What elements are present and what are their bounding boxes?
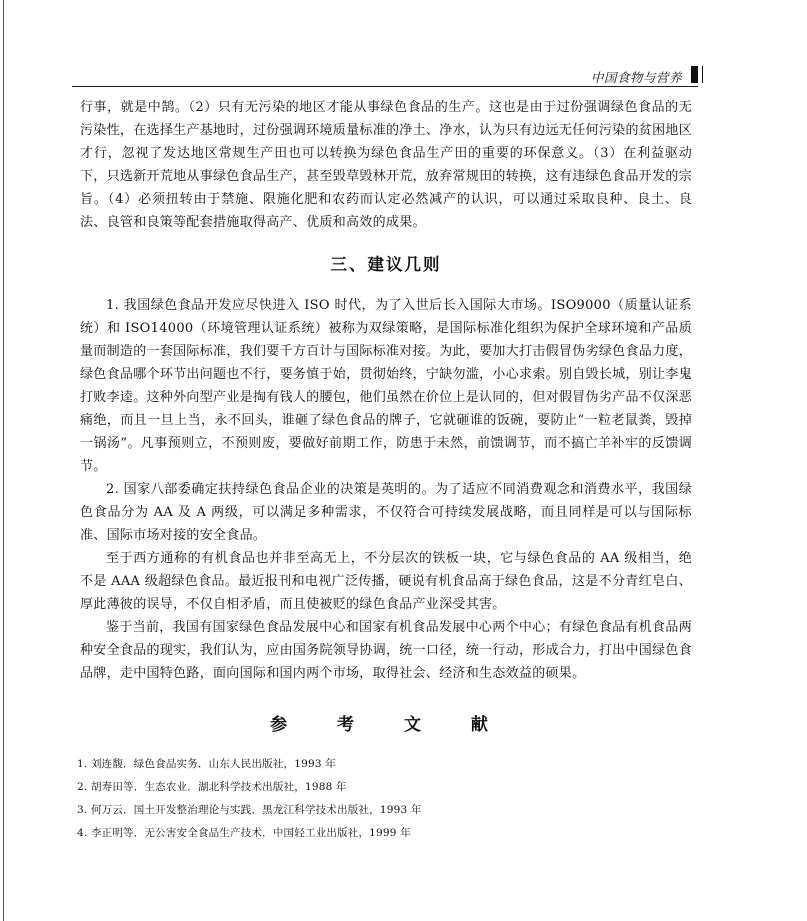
section-heading: 三、建议几则: [330, 255, 442, 274]
reference-item: 4. 李正明等．无公害安全食品生产技术．中国轻工业出版社，1999 年: [77, 827, 411, 839]
paragraph-continued: 行事，就是中鹄。（2）只有无污染的地区才能从事绿色食品的生产。这也是由于过份强调绿色食品的无污染性，在选择生产基地时，过份强调环境质量标准的净土、净水，认为只有边远无任何污染的贫困地区才行，忽视了发达地区常规生产田也可以转换为绿色食品生产田的重要的环保意义。（3）在利益驱动下，只选新开荒地从事绿色食品生产，甚至毁草毁林开荒，放弃常规田的转换，这有违绿色食品开发的宗旨。（4）必须扭转由于禁施、限施化肥和农药而认定必然减产的认识，可以通过采取良种、良土、良法、良管和良策等配套措施取得高产、优质和高效的成果。: [80, 100, 692, 230]
references-heading: 参 考 文 献: [270, 715, 502, 735]
paragraph: 鉴于当前，我国有国家绿色食品发展中心和国家有机食品发展中心两个中心；有绿色食品有机食品两种安全食品的现实，我们认为，应由国务院领导协调，统一口径，统一行动，形成合力，打出中国绿色食品牌，走中国特色路，面向国际和国内两个市场，取得社会、经济和生态效益的硕果。: [80, 620, 692, 681]
references-list: [77, 753, 692, 845]
reference-item: 3. 何万云．国土开发整治理论与实践．黑龙江科学技术出版社，1993 年: [77, 804, 422, 816]
header-bar-mark: [691, 66, 698, 83]
paragraph: 2. 国家八部委确定扶持绿色食品企业的决策是英明的。为了适应不同消费观念和消费水平，我国绿色食品分为 AA 及 A 两级，可以满足多种需求，不仅符合可持续发展战略，而且同样是可以与国际标准、国际市场对接的安全食品。: [80, 482, 692, 543]
journal-name: 中国食物与营养: [590, 70, 682, 85]
reference-item: 1. 刘连馥．绿色食品实务．山东人民出版社，1993 年: [77, 758, 337, 770]
running-header: [72, 66, 698, 88]
page-left-edge: [3, 0, 4, 921]
paragraph: 至于西方通称的有机食品也并非至高无上，不分层次的铁板一块，它与绿色食品的 AA 级相当，绝不是 AAA 级超绿色食品。最近报刊和电视广泛传播，硬说有机食品高于绿色食品，这是不分青红皂白、厚此薄彼的误导，不仅自相矛盾，而且使被贬的绿色食品产业深受其害。: [80, 551, 692, 612]
article-body: [77, 96, 692, 845]
reference-item: 2. 胡寿田等．生态农业．湖北科学技术出版社，1988 年: [77, 781, 347, 793]
header-rule: [72, 86, 698, 87]
paragraph: 1. 我国绿色食品开发应尽快进入 ISO 时代，为了入世后长入国际大市场。ISO9000（质量认证系统）和 ISO14000（环境管理认证系统）被称为双绿策略，是国际标准化组织为保护全球环境和产品质量而制造的一套国际标准，我们要千方百计与国际标准对接。为此，要加大打击假冒伪劣绿色食品力度，绿色食品哪个环节出问题也不行，要务慎于始，贯彻始终，宁缺勿滥，小心求索。别自毁长城，别让李鬼打败李逵。这种外向型产业是掏有钱人的腰包，他们虽然在价位上是认同的，但对假冒伪劣产品不仅深恶痛绝，而且一旦上当，永不回头，谁砸了绿色食品的牌子，它就砸谁的饭碗，要防止“一粒老鼠粪，毁掉一锅汤”。凡事预则立，不预则废，要做好前期工作，防患于未然，前馈调节，而不搞亡羊补牢的反馈调节。: [80, 298, 692, 474]
